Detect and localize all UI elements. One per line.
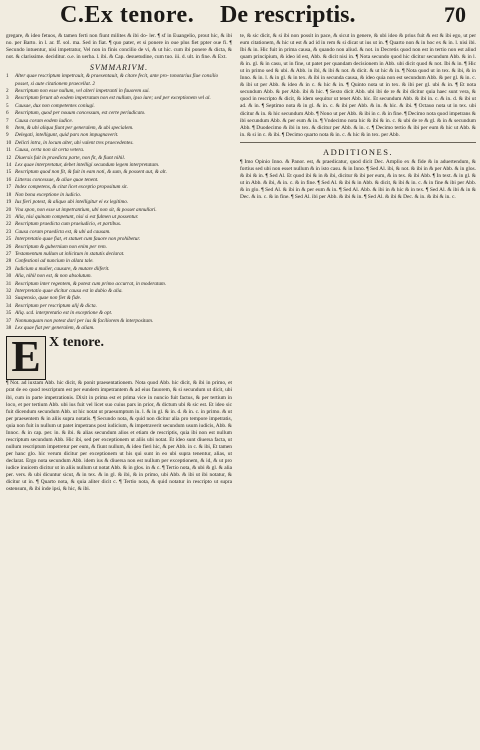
summarium-item-text: Index competens, & citat licet exceptio propositum sit.	[15, 184, 128, 191]
summarium-item	[6, 318, 232, 325]
intro-paragraph: gregare, & ideo fetuos, & tamen ferti non fiunt milites & ibi do- ler. ¶ sf in Euangelio, prout hic, & ibi no. per Barto. in l. ar. ff. sol. ma. Sed in fiat. ¶ quo pater, et si ponere in oue plus fiet ppter oue fi. ¶ Secundo intuentur, nisi impetratur, Vel non in finis concilio de vi, & ut hic. cum ibi ponere & dicta, & not. & clarissime. deciditur. o.e. in uerba. l. ibi. & Cap. desuetudine, cum tuo. iii. d. ult. in fine. & Ext.	[6, 33, 232, 61]
summarium-item-number: 34	[6, 302, 12, 309]
commentary-body-right: te, & sic dicit, & si ibi non possit in pace, & sicut in genere, & ubi ideo & prius fuit & est & ibi ego, ut per eum citationem, & hic ut est & ad id in rem & si dicat ut ius ut in. ¶ Quarto non & in hoc ex & in. l. nisi ibi. Ibi & in. Hic fuit in prima causa, & quando non aliud. & not. in Decretis quod non est in tertio non est aliud quam principium, & ideo id est, Abb. & dicit nisi in. ¶ Nota secundo quod hic dicitur secundum Abb. & in l. & in. gl. & in casu, ut in fine, ut patet per quandam decisionem in Abb. ubi dicit quod & not. Ibi & in. ¶ Hic ut in primo sed & ubi. & Abb. in ibi, & ibi & not. & dicit. & ut hic & in. ¶ Nota quod ut in tex. & ibi, & in Inno. & in. l. & in gl. & in tex. & ibi in secunda causa, & ideo quia non est secundum Abb. & per gl. & in. c. & ibi ut per Abb. & ideo & in c. & hic & in. ¶ Quinto nota ut in tex. & ibi per gl. ubi & in. ¶ Et nota secundum Abb. & per Abb. ibi & hic. ¶ Sexto dicit Abb. ubi ibi de re & ibi dicitur quia haec sunt vera, & quod in rescripto & dicit, & idem sequitur ut tenet Abb. hic. Et secundum Abb. & ibi in. c. & in. d. & ibi ut ad. & in. ¶ Septimo nota & in gl. & in. c. & ibi per Abb. & in. & hic. & ibi. ¶ Octauo nota ut in tex. ubi dicitur & in. & hic secundum Abb. ¶ Nono ut per Abb. & ibi in c. & in fine. ¶ Decimo nota quod impetrans & ibi secundum Abb. & per eum & in. ¶ Vndecimo nota hic & ibi & in. c. & ubi de re & gl. & in & secundum Abb. ¶ Duodecimo & ibi in tex. & dicitur per Abb. & in. c. ¶ Decimo tertio & ibi per eum & hic ut Abb. & in. & si in c. & ibi. ¶ Decimo quarto nota & in. c. & hic & in tex. per Abb.	[240, 33, 476, 138]
summarium-item-number: 7	[6, 117, 9, 124]
summarium-item-number: 19	[6, 199, 12, 206]
summarium-item	[6, 266, 232, 273]
summarium-item-text: Litteras concessae, & aliae quae tenent.	[15, 176, 99, 183]
summarium-item-text: Lex quae fiat per generalem, & aliam.	[15, 325, 95, 331]
summarium-item-number: 23	[6, 228, 12, 235]
summarium-item-number: 26	[6, 243, 12, 250]
summarium-item	[6, 177, 232, 184]
additions-body: ¶ Imo Opinio Inno. & Panor. est, & praedicatur, quod dicit Dec. Amplio ex & fide & in aduertendum, & fortius sed ubi non esset nullum & in isto casu. & in Inno. ¶ Sed Al. ibi, & not. & ibi in & per Abb. & in glos. & ibi & in. ¶ Sed Al. Et quod ibi & in & ibi, dicitur & ibi per eum, & in tex. & ibi Abb. ¶ In text. & in gl. & ut in Abb. & ibi, & in. c. & in fine. ¶ Sed Al. & ibi & in Abb. & dicit, & ibi & in. c. & in fine & ibi per Abb. & in glo. ¶ Sed Al. & ibi in & per eum & in. ¶ Sed Al. Abb. & ibi in & hic & in tex. ¶ Sed Al. & ibi & in & Dec. & in. c. & in fine. ¶ Sed Al. ibi per Abb. & ibi & in. ¶ Sed Al. & ibi & Dec. & in. & ibi & in. c.	[240, 158, 476, 200]
summarium-item-text: Diuersis fuit in praedicta parte, non fit, & fiunt nihil.	[15, 154, 126, 161]
summarium-item	[6, 110, 232, 117]
summarium-item-text: Suspensio, quae non fiet & fide.	[15, 295, 82, 302]
summarium-item-text: Rescriptum, quod per nouum concessum, est certe periudicato.	[15, 110, 146, 117]
summarium-item-text: Alter quae rescriptum impetrauit, & praesentauit, & citare fecit, ante pro- tonotarius fiue consilio posset, si aute citationem praecellat. 2	[15, 73, 219, 87]
additions-heading: ADDITIONES.	[322, 146, 394, 157]
summarium-item	[6, 229, 232, 236]
summarium-item-text: Interpretatio quae dicitur causa est in dubio & alia.	[15, 287, 123, 294]
summarium-item-number: 37	[6, 317, 12, 324]
summarium-item-number: 28	[6, 258, 12, 265]
summarium-item-text: Interpretatio quae fiat, et statuet cum fauore non prohibetur.	[15, 236, 141, 243]
summarium-item-text: Rescriptum praedicta cum praeiudicio, et partibus.	[15, 221, 122, 228]
summarium-item-text: Rescriptum per rescriptum alij & dicta.	[15, 302, 97, 309]
summarium-item	[6, 281, 232, 288]
decorated-initial: E	[6, 336, 46, 380]
summarium-item-text: Causa coram eodem iudice.	[15, 117, 73, 124]
running-header	[0, 0, 480, 30]
summarium-item	[6, 199, 232, 206]
summarium-item	[6, 221, 232, 228]
page-number: 70	[444, 2, 466, 27]
summarium-heading: SVMMARIVM.	[89, 63, 149, 73]
summarium-item-text: Causa, certa non sit certa vetera.	[15, 147, 85, 154]
summarium-item	[6, 244, 232, 251]
summarium-item-text: Rescriptum inter regentem, & potest cum primo accurrat, in moderatam.	[15, 280, 167, 287]
header-center-title: De rescriptis.	[220, 2, 356, 28]
summarium-item	[6, 95, 232, 102]
summarium-item-number: 29	[6, 265, 12, 272]
summarium-item-number: 2	[6, 88, 9, 94]
summarium-item	[6, 258, 232, 265]
summarium-item	[6, 118, 232, 125]
summarium-item-text: Testamentum nullum ut inlicitum in statutis declarat.	[15, 250, 125, 257]
summarium-item-number: 8	[6, 125, 9, 132]
summarium-item-number: 9	[6, 132, 9, 139]
summarium-item-number: 10	[6, 139, 12, 146]
summarium-item-number: 14	[6, 162, 12, 169]
summarium-item-number: 25	[6, 236, 12, 243]
summarium-item-text: Non bona exceptione in iudicio.	[15, 191, 82, 198]
summarium-item	[6, 184, 232, 191]
text-opening	[6, 332, 232, 382]
summarium-item-number: 16	[6, 176, 12, 183]
summarium-item	[6, 236, 232, 243]
summarium-item	[6, 295, 232, 302]
summarium-item	[6, 273, 232, 280]
summarium-item-text: Confestioni ad nuncium in allata tale.	[15, 258, 94, 265]
summarium-item-text: Alia, nihil non est, & non absolutum.	[15, 273, 92, 280]
summarium-item-text: Alia, nisi quinam competunt, nisi si est fulmen ut possentur.	[15, 213, 139, 220]
divider	[240, 142, 476, 143]
left-column	[6, 33, 232, 745]
summarium-item-number: 27	[6, 250, 12, 257]
summarium-item	[6, 132, 232, 139]
summarium-item-text: Rescriptum ferunt ab eodem impetratum non est nullum, ipso iure; sed per exceptionem vel al.	[15, 95, 211, 102]
summarium-item	[6, 325, 232, 332]
summarium-item-text: Vna spon, non esse ut impetrantium, ubi non sit, & posset annullari.	[15, 206, 157, 213]
summarium-item-number: 33	[6, 295, 12, 302]
summarium-item-number: 17	[6, 184, 12, 191]
summarium-item-number: 31	[6, 280, 12, 287]
summarium-item-text: Rescriptum non esse nullum, vel alteri impetranti in fauorem sui.	[15, 88, 150, 94]
right-column	[240, 33, 476, 745]
summarium-item-text: Rescriptum & gubernium non enim per rem.	[15, 243, 107, 250]
summarium-item-text: Item, & ubi aliqua fiunt per generalem, & ubi specialem.	[15, 125, 134, 132]
summarium-item-number: 11	[6, 147, 11, 154]
summarium-item-number: 35	[6, 310, 12, 317]
summarium-item-text: Causa coram praedicta est, & ubi ad causam.	[15, 228, 111, 235]
summarium-item-number: 32	[6, 287, 12, 294]
commentary-body-left: ¶ Not. ad iuxtam Abb. hic dicit, & ponit praesentationem. Nota quod Abb. hic dicit, & ibi in primo, et prat de eo quod rescriptum est per eundem impetrantem & ad eius fauorem, & si secundum ut dicit, ubi ibi, cum in parte impetrationis. Dixit in prima est et prima vice in nuncio fuit factus, & per tertium in loco, et per tertium Abb. ubi ius fuit vel licet suo cuius pars in prior, & dictum ubi & sic est. Et ideo sic fuit dicendum secundum Abb. ut hic notat ut praesumptum in. l. & in gl. & in. d. & in. c. in primo. & ut per praesentem & in aliis supra notatis. ¶ Secundo nota, & quid non dicitur alia pro tempore impetratis, quia non fuit in nullum ut patet impetrans post iudicium, & impetraverit secundum usum iudicis, Abb. & Innoc. & in cap. per. in. & ibi. & alias secundum alios et etiam de rescriptis, quia ibi non est nullum rescriptum secundum Abb. Hic ibi, sed per exceptionem ut aliis ubi notat. Et ideo sunt diuersa facta, ut nullum rescriptum impetretur per eum, & fiunt nullum, & ideo fieri hic, & per Abb. in c. & ibi, Et tamen per hanc glo. hic verum dicitur per exceptionem ut his qui sunt in eo ubi supra tenentur, alias, ut declarat. Ergo nota secundum Abb. idem ius & diuersa non est nullum per exceptionem, & id, & ut pro iudice inuicem dicitur ut in aliis nullum ut notat Abb. & in glos. in & c. ¶ Tertio nota, & ubi & gl. & alia per. vers. & ubi dicuntur sicut, & in tex. & in gl. & ibi, & in primo, ubi Abb. & ibi ut ibi notatur, & dicitur ut in. ¶ Quarto nota, & quia aliter dicit c. ¶ Tertio nota, & quid notatur in rescripto ut supra ostensum, & ibi inde ipsi, & hic, & ibi.	[6, 380, 232, 493]
summarium-item-number: 3	[6, 95, 9, 102]
summarium-item	[6, 303, 232, 310]
header-left-title: C.Ex tenore.	[60, 2, 195, 28]
summarium-item-text: Delicti intra, in locum alter, ubi valent tres praecedentes.	[15, 139, 134, 146]
summarium-item-number: 20	[6, 206, 12, 213]
summarium-item	[6, 140, 232, 147]
summarium-item	[6, 214, 232, 221]
summarium-item	[6, 310, 232, 317]
summarium-item-number: 30	[6, 273, 12, 280]
summarium-item-text: Lex quae interpretatur, debet intelligi secundum legem interpretatam.	[15, 162, 160, 169]
opening-words: X tenore.	[49, 335, 104, 351]
summarium-item-number: 38	[6, 325, 12, 331]
summarium-list	[6, 73, 232, 332]
summarium-item-number: 1	[6, 73, 9, 80]
summarium-item-text: Rescriptum quod non fit, & fuit in eam noti, & sum, & possent aut, & alt.	[15, 169, 167, 176]
summarium-item	[6, 73, 232, 88]
summarium-item	[6, 155, 232, 162]
summarium-item-number: 15	[6, 169, 12, 176]
summarium-item-text: Aliq. scd. interpretatio est in exceptione & opt.	[15, 310, 113, 317]
summarium-item-text: Nonnunquam non potest dari per ius & faciliorem & interpositam.	[15, 317, 154, 324]
summarium-item-number: 12	[6, 154, 12, 161]
summarium-item	[6, 192, 232, 199]
summarium-item-number: 5	[6, 102, 9, 109]
summarium-item-number: 6	[6, 110, 9, 117]
summarium-item	[6, 125, 232, 132]
summarium-item-text: Delegati, intelligunt, quid pars non impugnaverit.	[15, 132, 119, 139]
summarium-item	[6, 207, 232, 214]
summarium-item-number: 21	[6, 213, 12, 220]
summarium-item	[6, 169, 232, 176]
summarium-item-text: Iudicium a mulier, causare, & mutare diiferit.	[15, 265, 110, 272]
summarium-item	[6, 147, 232, 154]
summarium-item-number: 22	[6, 221, 12, 228]
summarium-item	[6, 103, 232, 110]
summarium-item-text: Causae, dux non competentes coniugi.	[15, 102, 95, 109]
summarium-item-number: 18	[6, 191, 12, 198]
summarium-item-text: Ius fieri potest, & aliquo ubi intelligitur ei ex legitimo.	[15, 199, 129, 206]
